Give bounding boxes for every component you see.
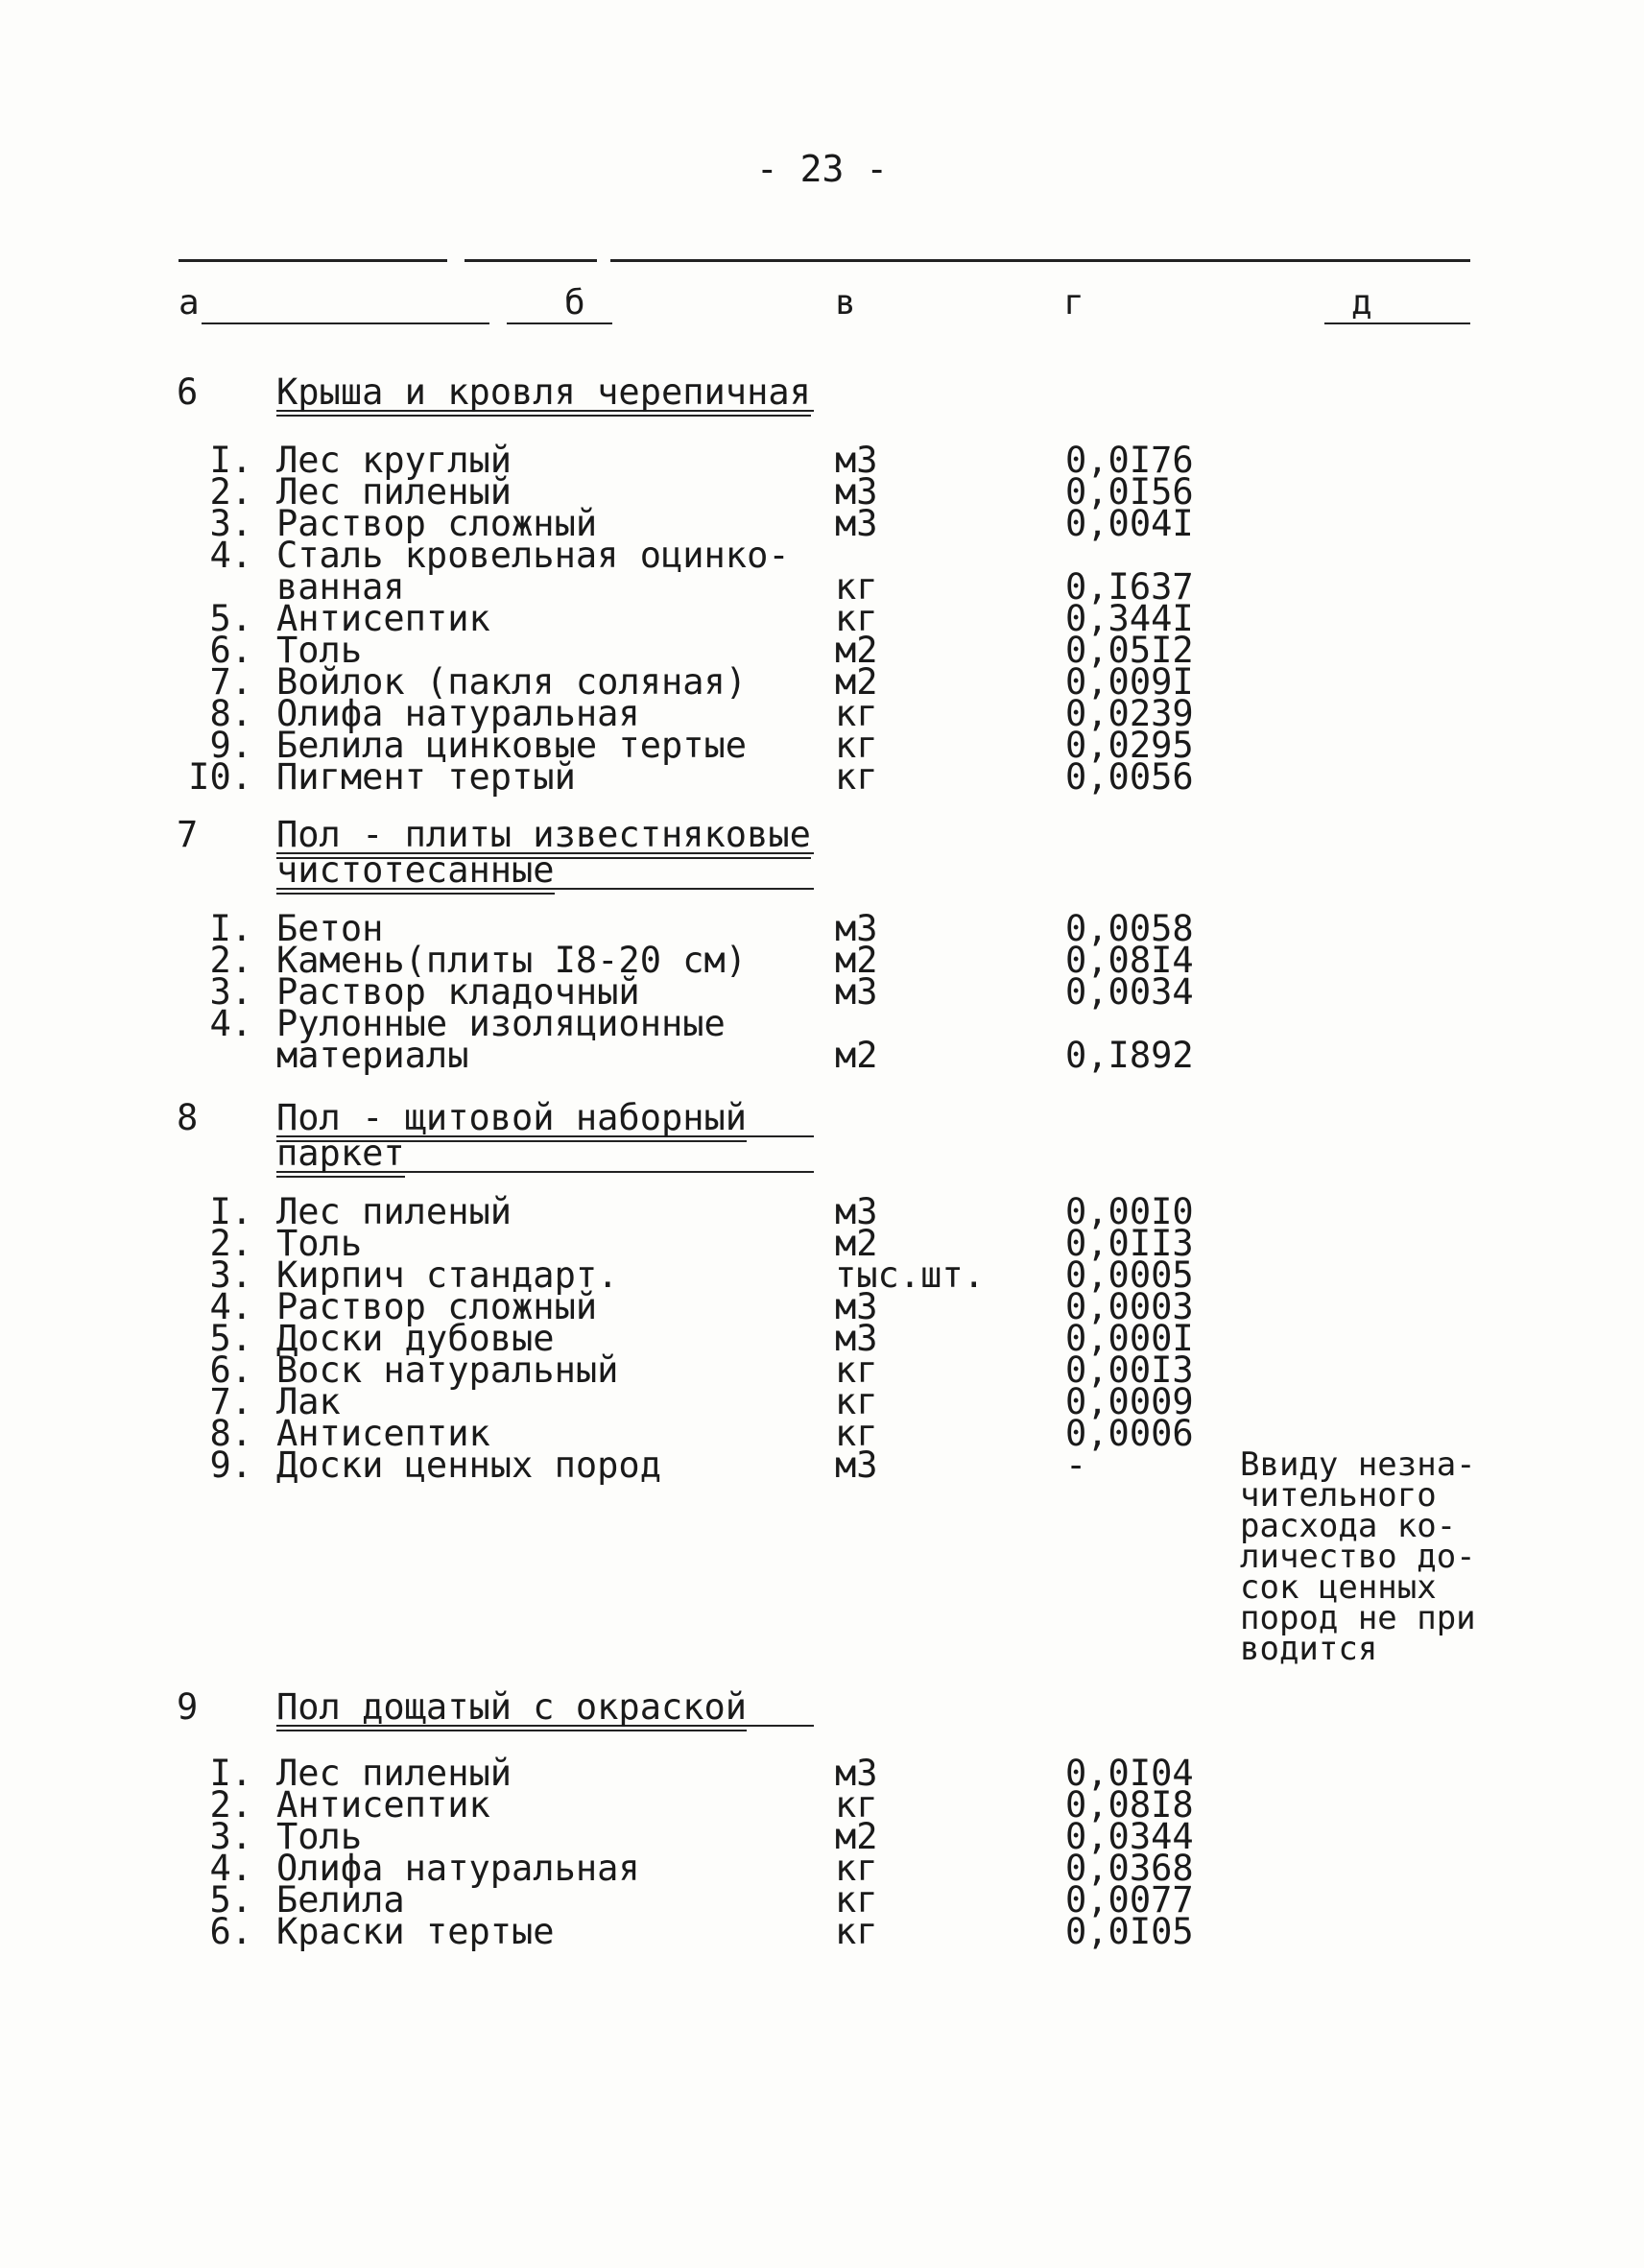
item-index: 5. (209, 1318, 252, 1359)
item-value: 0,I637 (1065, 566, 1194, 608)
header-underline (507, 322, 612, 324)
header-rule (610, 259, 660, 262)
item-unit: кг (835, 598, 878, 639)
header-underline (202, 322, 489, 324)
item-index: 6. (209, 1911, 252, 1952)
header-rule (465, 259, 597, 262)
item-unit: м3 (835, 908, 878, 949)
item-index: I0. (188, 756, 252, 798)
item-unit: м2 (835, 661, 878, 703)
item-unit: кг (835, 725, 878, 766)
item-unit: м2 (835, 630, 878, 671)
item-unit: кг (835, 1413, 878, 1454)
item-unit: м2 (835, 1223, 878, 1264)
item-value: 0,0I04 (1065, 1753, 1194, 1794)
item-index: 3. (209, 1816, 252, 1857)
item-unit: м2 (835, 1816, 878, 1857)
item-name: Раствор кладочный (276, 971, 640, 1013)
item-index: 2. (209, 940, 252, 981)
item-index: 6. (209, 630, 252, 671)
item-index: 2. (209, 471, 252, 513)
item-value: 0,00I3 (1065, 1349, 1194, 1391)
item-unit: кг (835, 1381, 878, 1422)
item-name: Краски тертые (276, 1911, 555, 1952)
item-index: 7. (209, 661, 252, 703)
item-value: 0,0368 (1065, 1848, 1194, 1889)
item-index: I. (209, 1191, 252, 1232)
item-name: Кирпич стандарт. (276, 1254, 619, 1296)
item-index: 5. (209, 1879, 252, 1921)
column-header-d: д (1351, 283, 1372, 322)
column-header-v: в (835, 283, 856, 322)
item-name: Раствор сложный (276, 1286, 598, 1327)
item-value: 0,0II3 (1065, 1223, 1194, 1264)
header-rule (658, 259, 1470, 262)
item-value: 0,0005 (1065, 1254, 1194, 1296)
header-rule (179, 259, 447, 262)
item-unit: м3 (835, 1444, 878, 1486)
item-unit: м3 (835, 471, 878, 513)
item-index: 3. (209, 971, 252, 1013)
section-number: 9 (177, 1686, 199, 1728)
item-value: 0,0034 (1065, 971, 1194, 1013)
header-underline (1324, 322, 1470, 324)
column-header-a: а (179, 283, 200, 322)
item-value: 0,00I0 (1065, 1191, 1194, 1232)
item-name: Доски дубовые (276, 1318, 555, 1359)
item-unit: кг (835, 693, 878, 734)
section-title (276, 371, 814, 413)
item-index: 8. (209, 1413, 252, 1454)
item-value: 0,344I (1065, 598, 1194, 639)
item-value: 0,0295 (1065, 725, 1194, 766)
item-index: 9. (209, 1444, 252, 1486)
section-title-line: Крыша и кровля черепичная (276, 371, 811, 417)
item-name: Доски ценных пород (276, 1444, 661, 1486)
item-value: 0,0344 (1065, 1816, 1194, 1857)
item-value: 0,0003 (1065, 1286, 1194, 1327)
item-value: - (1065, 1444, 1087, 1486)
item-name: Лес круглый (276, 440, 512, 481)
item-unit: кг (835, 756, 878, 798)
item-value: 0,009I (1065, 661, 1194, 703)
section-title (276, 1686, 814, 1728)
item-index: 4. (209, 1286, 252, 1327)
item-value: 0,0077 (1065, 1879, 1194, 1921)
item-unit: м2 (835, 940, 878, 981)
section-title-line: паркет (276, 1133, 405, 1178)
item-row (0, 535, 1644, 576)
item-unit: м3 (835, 440, 878, 481)
item-row (0, 1035, 1644, 1076)
item-name: материалы (276, 1035, 469, 1076)
item-value: 0,0I76 (1065, 440, 1194, 481)
item-unit: м3 (835, 1191, 878, 1232)
item-name: Раствор сложный (276, 503, 598, 544)
item-name: Бетон (276, 908, 384, 949)
item-name: Антисептик (276, 598, 490, 639)
item-unit: м3 (835, 1286, 878, 1327)
item-unit: м3 (835, 503, 878, 544)
item-name: Камень(плиты I8-20 см) (276, 940, 748, 981)
section-title-line: Пол дощатый с окраской (276, 1686, 747, 1731)
item-unit: м3 (835, 1318, 878, 1359)
item-value: 0,0006 (1065, 1413, 1194, 1454)
item-unit: м2 (835, 1035, 878, 1076)
item-unit: кг (835, 1848, 878, 1889)
item-name: Лес пиленый (276, 1753, 512, 1794)
item-index: 3. (209, 1254, 252, 1296)
item-value: 0,000I (1065, 1318, 1194, 1359)
item-index: I. (209, 908, 252, 949)
item-name: Воск натуральный (276, 1349, 619, 1391)
remark-note: Ввиду незна- чительного расхода ко- личество до- сок ценных пород не при водится (1240, 1445, 1476, 1668)
item-name: Толь (276, 1816, 363, 1857)
item-value: 0,08I4 (1065, 940, 1194, 981)
item-name: Лес пиленый (276, 471, 512, 513)
item-name: Белила (276, 1879, 405, 1921)
item-name: Лак (276, 1381, 341, 1422)
item-index: 4. (209, 535, 252, 576)
item-unit: кг (835, 1911, 878, 1952)
item-index: 6. (209, 1349, 252, 1391)
item-name: Антисептик (276, 1413, 490, 1454)
item-value: 0,0239 (1065, 693, 1194, 734)
item-unit: кг (835, 1784, 878, 1826)
section-title-line: Пол - плиты известняковые (276, 814, 811, 859)
item-index: 9. (209, 725, 252, 766)
item-name: Толь (276, 1223, 363, 1264)
item-value: 0,0009 (1065, 1381, 1194, 1422)
item-value: 0,I892 (1065, 1035, 1194, 1076)
item-index: I. (209, 1753, 252, 1794)
section-title-line: чистотесанные (276, 849, 555, 895)
section-number: 7 (177, 814, 199, 855)
section-title (276, 814, 814, 891)
item-value: 0,0I05 (1065, 1911, 1194, 1952)
column-header-g: г (1063, 283, 1084, 322)
item-name: Олифа натуральная (276, 1848, 640, 1889)
section-number: 6 (177, 371, 199, 413)
item-value: 0,08I8 (1065, 1784, 1194, 1826)
item-index: 3. (209, 503, 252, 544)
item-row (0, 1911, 1644, 1952)
item-value: 0,05I2 (1065, 630, 1194, 671)
item-index: 2. (209, 1784, 252, 1826)
item-unit: м3 (835, 971, 878, 1013)
column-header-b: б (564, 283, 585, 322)
item-unit: м3 (835, 1753, 878, 1794)
item-unit: кг (835, 566, 878, 608)
section-title (276, 1097, 814, 1174)
item-row (0, 1003, 1644, 1044)
item-row (0, 756, 1644, 798)
section-title-line: Пол - щитовой наборный (276, 1097, 747, 1142)
item-value: 0,0058 (1065, 908, 1194, 949)
item-index: I. (209, 440, 252, 481)
item-name: Толь (276, 630, 363, 671)
item-value: 0,004I (1065, 503, 1194, 544)
item-name: Антисептик (276, 1784, 490, 1826)
item-unit: кг (835, 1349, 878, 1391)
item-name: Белила цинковые тертые (276, 725, 748, 766)
item-name: Войлок (пакля соляная) (276, 661, 748, 703)
page-number: - 23 - (755, 148, 889, 190)
item-index: 8. (209, 693, 252, 734)
item-name: ванная (276, 566, 405, 608)
item-name: Олифа натуральная (276, 693, 640, 734)
item-name: Сталь кровельная оцинко- (276, 535, 790, 576)
item-unit: тыс.шт. (835, 1254, 985, 1296)
item-unit: кг (835, 1879, 878, 1921)
item-index: 5. (209, 598, 252, 639)
item-value: 0,0I56 (1065, 471, 1194, 513)
item-index: 2. (209, 1223, 252, 1264)
item-index: 4. (209, 1003, 252, 1044)
item-value: 0,0056 (1065, 756, 1194, 798)
item-index: 7. (209, 1381, 252, 1422)
item-name: Пигмент тертый (276, 756, 576, 798)
section-number: 8 (177, 1097, 199, 1138)
item-name: Лес пиленый (276, 1191, 512, 1232)
item-index: 4. (209, 1848, 252, 1889)
item-name: Рулонные изоляционные (276, 1003, 726, 1044)
